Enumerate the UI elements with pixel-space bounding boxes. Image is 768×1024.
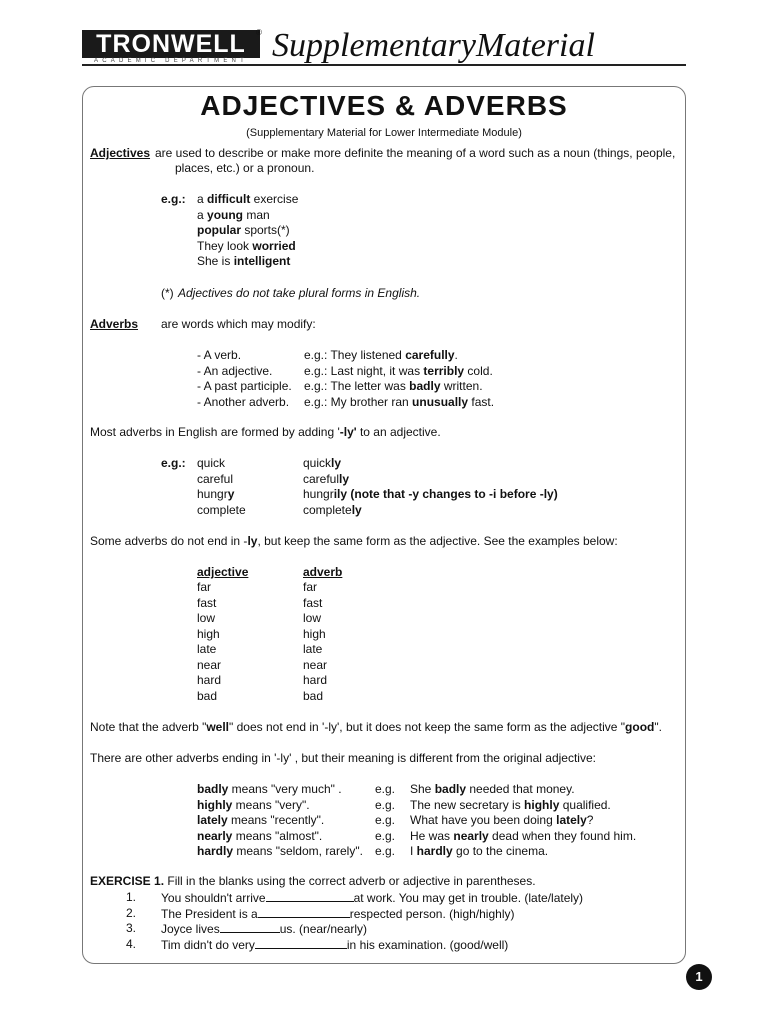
text-segment: exercise [250, 192, 299, 206]
bold-term: carefully [405, 348, 455, 362]
same-form-adjective: high [197, 626, 220, 641]
modify-example [304, 348, 458, 363]
text-segment: go to the cinema. [452, 844, 549, 858]
modify-kind: - A verb. [197, 348, 242, 362]
header-title: SupplementaryMaterial [272, 27, 595, 64]
text-segment: man [243, 207, 270, 222]
bold-term: highly [524, 797, 560, 812]
text-segment: means "almost". [232, 828, 323, 843]
exercise-text: at work. You may get in trouble. (late/lately) [353, 891, 584, 905]
ly-adverb [303, 503, 362, 518]
note-star: (*) [161, 286, 174, 300]
meaning-definition [197, 813, 324, 828]
bold-term: badly [197, 782, 229, 796]
same-form-adjective: fast [197, 595, 217, 610]
exercise-number: 3. [126, 921, 137, 935]
bold-term: nearly [197, 828, 233, 843]
ly-eg-label: e.g.: [161, 456, 186, 470]
text-segment: He was [410, 828, 454, 843]
text-segment: means "seldom, rarely". [233, 844, 363, 858]
bold-term: ly [351, 502, 362, 517]
exercise-heading: EXERCISE 1. Fill in the blanks using the correct adverb or adjective in parentheses. [90, 874, 536, 888]
text-segment: . [454, 348, 458, 362]
ly-adjective [197, 456, 225, 471]
well-note: Note that the adverb "well" does not end in '-ly', but it does not keep the same form as the adjective "good". [90, 720, 662, 734]
same-form-adverb: near [303, 657, 328, 672]
header-divider [82, 64, 686, 66]
text-segment: e.g.: The letter was [304, 379, 410, 393]
text-segment: means "very". [232, 797, 310, 812]
answer-blank [220, 921, 280, 933]
page-number: 1 [686, 964, 712, 990]
same-form-adjective: late [197, 642, 217, 656]
modify-kind: - A past participle. [197, 379, 292, 393]
meaning-definition [197, 844, 363, 859]
logo-subtext: ACADEMIC DEPARTMENT [94, 58, 248, 64]
ly-adjective [197, 503, 246, 518]
adjective-example [197, 208, 270, 223]
exercise-text: Tim didn't do very [161, 937, 255, 952]
bold-term: nearly [453, 828, 489, 843]
ly-adverb [303, 472, 349, 487]
answer-blank [255, 937, 347, 949]
same-form-adjective: bad [197, 688, 218, 703]
adjectives-definition-line1: are used to describe or make more definite the meaning of a word such as a noun (things, people, [155, 146, 676, 160]
bold-term: y [227, 487, 235, 501]
meaning-eg: e.g. [375, 828, 396, 843]
text-segment: a [197, 207, 208, 222]
bold-term: intelligent [233, 254, 291, 268]
page-subtitle: (Supplementary Material for Lower Intermediate Module) [246, 127, 522, 139]
exercise-text: You shouldn't arrive [161, 891, 266, 905]
text-segment: qualified. [559, 797, 611, 812]
adjective-example [197, 239, 296, 254]
other-ly-note: There are other adverbs ending in '-ly' , but their meaning is different from the original adjective: [90, 751, 596, 765]
same-form-adverb: far [303, 580, 318, 594]
meaning-eg: e.g. [375, 782, 396, 796]
exercise-text: Joyce lives [161, 922, 220, 936]
adjectives-term: Adjectives [90, 146, 151, 160]
modify-example [304, 364, 493, 379]
meaning-eg: e.g. [375, 797, 396, 812]
text-segment: e.g.: They listened [304, 348, 406, 362]
text-segment: complete [303, 502, 352, 517]
same-form-adverb: hard [303, 673, 328, 687]
text-segment: dead when they found him. [488, 828, 637, 843]
meaning-sentence [410, 782, 575, 797]
text-segment: cold. [464, 363, 493, 378]
text-segment: careful [303, 471, 340, 486]
text-segment: quick [303, 456, 332, 470]
ly-sentence: Most adverbs in English are formed by adding '-ly' to an adjective. [90, 425, 441, 439]
bold-term: lately [556, 813, 587, 827]
exercise-number: 4. [126, 936, 137, 951]
meaning-definition [197, 798, 310, 813]
ly-adjective [197, 487, 234, 502]
same-form-adjective: low [197, 611, 216, 625]
text-segment: What have you been doing [410, 813, 557, 827]
exercise-number: 2. [126, 905, 137, 920]
modify-kind: - An adjective. [197, 363, 273, 378]
same-form-adverb: high [303, 626, 326, 641]
text-segment: sports(*) [241, 223, 290, 237]
registered-mark: ® [256, 28, 262, 37]
ly-adverb [303, 456, 341, 471]
text-segment: means "recently". [227, 813, 325, 827]
meaning-eg: e.g. [375, 844, 396, 858]
text-segment: means "very much" . [228, 782, 342, 796]
exercise-text: respected person. (high/highly) [349, 906, 515, 921]
meaning-sentence [410, 829, 636, 844]
ly-adverb [303, 487, 558, 502]
same-form-adverb: late [303, 642, 323, 656]
exercise-text: The President is a [161, 906, 258, 921]
meaning-sentence [410, 798, 611, 813]
adverbs-term: Adverbs [90, 317, 139, 331]
same-form-adverb: low [303, 611, 322, 625]
same-form-adjective: far [197, 580, 212, 594]
meaning-definition [197, 829, 322, 844]
bold-term: ly [339, 471, 350, 486]
plural-note: Adjectives do not take plural forms in English. [178, 286, 421, 300]
bold-term: young [207, 207, 244, 222]
exercise-text: us. (near/nearly) [279, 922, 368, 936]
adjectives-definition-line2: places, etc.) or a pronoun. [175, 161, 315, 175]
bold-term: hardly [197, 844, 234, 858]
same-form-header-adjective: adjective [197, 565, 249, 579]
eg-label: e.g.: [161, 192, 186, 206]
adjective-example [197, 254, 290, 269]
text-segment: complete [197, 502, 246, 517]
page-title: ADJECTIVES & ADVERBS [200, 90, 568, 121]
text-segment: The new secretary is [410, 797, 525, 812]
exercise-item [161, 906, 514, 922]
meaning-definition [197, 782, 342, 797]
bold-term: badly [409, 379, 441, 393]
text-segment: careful [197, 471, 234, 486]
bold-term: popular [197, 223, 241, 237]
text-segment: hungr [197, 487, 228, 501]
same-form-sentence: Some adverbs do not end in -ly, but keep the same form as the adjective. See the examples below: [90, 534, 618, 548]
bold-term: badly [434, 782, 467, 796]
bold-term: highly [197, 797, 233, 812]
text-segment: fast. [468, 394, 495, 409]
text-segment: They look [197, 238, 253, 253]
bold-term: worried [252, 238, 296, 253]
bold-term: hardly [416, 844, 453, 858]
ly-adjective [197, 472, 233, 487]
text-segment: quick [197, 456, 226, 470]
answer-blank [266, 890, 354, 902]
text-segment: She [410, 782, 435, 796]
modify-example [304, 395, 494, 410]
meaning-sentence [410, 844, 548, 859]
text-segment: written. [440, 379, 483, 393]
modify-example [304, 379, 483, 394]
exercise-item [161, 921, 367, 937]
exercise-item [161, 937, 508, 953]
exercise-item [161, 890, 583, 906]
text-segment: e.g.: My brother ran [304, 394, 413, 409]
modify-kind: - Another adverb. [197, 394, 290, 409]
bold-term: ly [331, 456, 342, 470]
same-form-adjective: near [197, 657, 222, 672]
text-segment: a [197, 192, 208, 206]
answer-blank [258, 906, 350, 918]
bold-term: terribly [423, 363, 465, 378]
adjective-example [197, 192, 298, 207]
meaning-sentence [410, 813, 593, 828]
adjective-example [197, 223, 290, 238]
exercise-text: in his examination. (good/well) [346, 937, 509, 952]
bold-term: lately [197, 813, 228, 827]
tronwell-logo: TRONWELL [82, 30, 260, 58]
bold-term: difficult [207, 192, 251, 206]
meaning-eg: e.g. [375, 813, 396, 827]
bold-term: ily (note that -y changes to -i before -ly) [333, 487, 558, 501]
text-segment: e.g.: Last night, it was [304, 363, 424, 378]
same-form-adjective: hard [197, 673, 222, 687]
text-segment: I [410, 844, 417, 858]
same-form-adverb: fast [303, 595, 323, 610]
text-segment: hungr [303, 487, 334, 501]
exercise-number: 1. [126, 890, 137, 904]
text-segment: She is [197, 254, 234, 268]
text-segment: needed that money. [466, 782, 575, 796]
text-segment: ? [586, 813, 594, 827]
same-form-header-adverb: adverb [303, 565, 343, 579]
same-form-adverb: bad [303, 688, 324, 703]
bold-term: unusually [412, 394, 469, 409]
adverbs-definition: are words which may modify: [161, 317, 316, 331]
